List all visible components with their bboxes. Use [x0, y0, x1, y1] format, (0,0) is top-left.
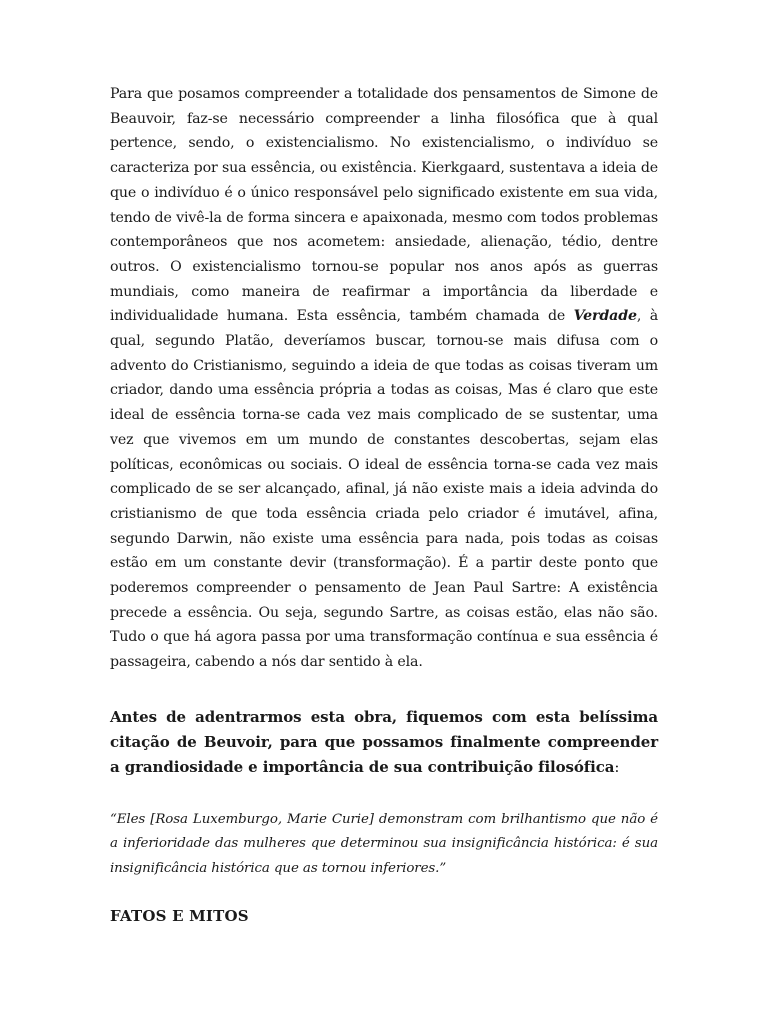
intro-colon: :: [614, 757, 620, 776]
intro-paragraph-quote: [110, 705, 658, 780]
body-paragraph-existentialism: [110, 82, 658, 675]
section-heading: FATOS E MITOS: [110, 907, 249, 926]
beauvoir-quote: “Eles [Rosa Luxemburgo, Marie Curie] demonstram com brilhantismo que não é a inferioridade das mulheres que determinou sua insignificância histórica: é sua insignificância histórica que as tornou inferiores.”: [110, 811, 658, 876]
paragraph-text-part-1: Para que posamos compreender a totalidade dos pensamentos de Simone de Beauvoir, faz-se necessário compreender a linha filosófica que à qual pertence, sendo, o existencialismo. No existencialismo, o indivíduo se caracteriza por sua essência, ou existência. Kierkgaard, sustentava a ideia de que o indivíduo é o único responsável pelo significado existente em sua vida, tendo de vivê-la de forma sincera e apaixonada, mesmo com todos problemas contemporâneos que nos acometem: ansiedade, alienação, tédio, dentre outros. O existencialismo tornou-se popular nos anos após as guerras mundiais, como maneira de reafirmar a importância da liberdade e individualidade humana. Esta essência, também chamada de: [110, 86, 658, 325]
intro-text: Antes de adentrarmos esta obra, fiquemos com esta belíssima citação de Beuvoir, para que possamos finalmente compreender a grandiosidade e importância de sua contribuição filosófica: [110, 707, 658, 776]
paragraph-text-part-2: , à qual, segundo Platão, deveríamos buscar, tornou-se mais difusa com o advento do Cristianismo, seguindo a ideia de que todas as coisas tiveram um criador, dando uma essência própria a todas as coisas, Mas é claro que este ideal de essência torna-se cada vez mais complicado de se sustentar, uma vez que vivemos em um mundo de constantes descobertas, sejam elas políticas, econômicas ou sociais. O ideal de essência torna-se cada vez mais complicado de se ser alcançado, afinal, já não existe mais a ideia advinda do cristianismo de que toda essência criada pelo criador é imutável, afina, segundo Darwin, não existe uma essência para nada, pois todas as coisas estão em um constante devir (transformação). É a partir deste ponto que poderemos compreender o pensamento de Jean Paul Sartre: A existência precede a essência. Ou seja, segundo Sartre, as coisas estão, elas não são. Tudo o que há agora passa por uma transformação contínua e sua essência é passageira, cabendo a nós dar sentido à ela.: [110, 308, 659, 671]
document-page: [110, 82, 658, 925]
emphasis-verdade: Verdade: [573, 308, 637, 325]
